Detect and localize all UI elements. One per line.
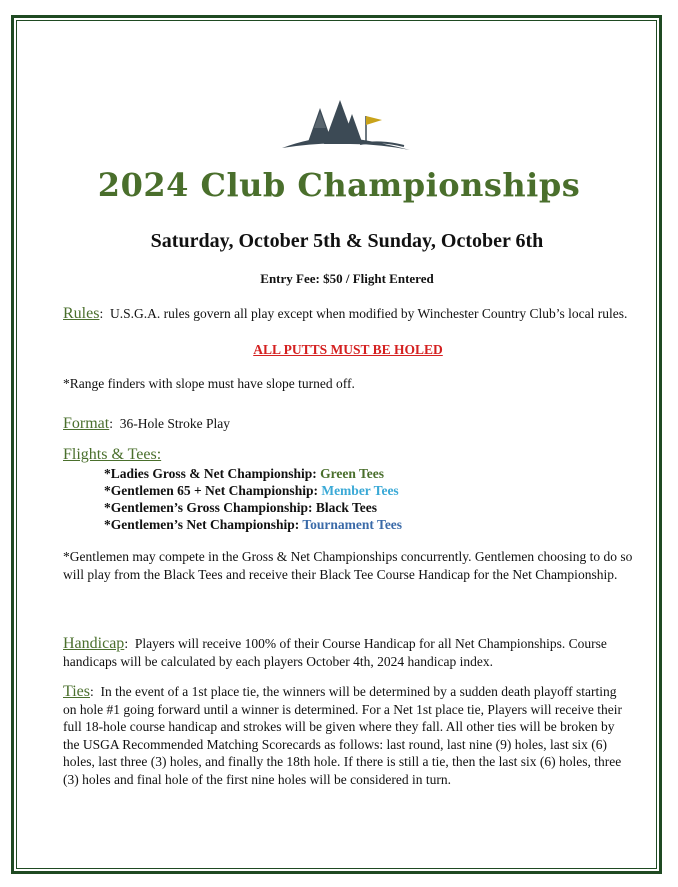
handicap-section: Handicap: Players will receive 100% of their Course Handicap for all Net Championships. Course handicaps will be calculated by each players October 4th, 2024 handicap index. bbox=[63, 635, 607, 669]
flight-tees: Tournament Tees bbox=[302, 517, 403, 532]
flight-tees: Black Tees bbox=[315, 500, 378, 515]
putts-notice: ALL PUTTS MUST BE HOLED bbox=[253, 342, 443, 357]
flight-label: *Gentlemen’s Net Championship: bbox=[104, 517, 300, 532]
flight-item bbox=[104, 482, 402, 499]
event-dates: Saturday, October 5th & Sunday, October 6th bbox=[150, 230, 544, 252]
rules-section: Rules: U.S.G.A. rules govern all play except when modified by Winchester Country Club’s local rules. bbox=[63, 305, 628, 322]
flight-tees: Green Tees bbox=[320, 466, 385, 481]
flight-label: *Gentlemen’s Gross Championship: bbox=[104, 500, 313, 515]
rules-heading: Rules bbox=[63, 305, 100, 322]
flight-item bbox=[104, 499, 402, 516]
page-title: 2024 Club Championships bbox=[97, 166, 581, 204]
handicap-text: Players will receive 100% of their Course Handicap for all Net Championships. Course handicaps will be calculated by each players October 4th, 2024 handicap index. bbox=[63, 636, 607, 669]
ties-text: In the event of a 1st place tie, the winners will be determined by a sudden death playoff starting on hole #1 going forward until a winner is determined. For a Net 1st place tie, Players will receive their full 18-hole course handicap and strokes will be given where they fall. All other ties will be broken by the USGA Recommended Matching Scorecards as follows: last round, last nine (9) holes, last six (6) holes, last three (3) holes, and finally the 18th hole. If there is still a tie, then the last six (6) holes, three (3) holes and final hole of the first nine holes will be considered in turn. bbox=[63, 684, 622, 787]
rules-text: U.S.G.A. rules govern all play except when modified by Winchester Country Club’s local rules. bbox=[109, 306, 628, 321]
flight-label: *Ladies Gross & Net Championship: bbox=[104, 466, 317, 481]
flight-tees: Member Tees bbox=[321, 483, 399, 498]
flights-list bbox=[104, 465, 402, 533]
format-text: 36-Hole Stroke Play bbox=[119, 416, 230, 431]
concurrent-note: *Gentlemen may compete in the Gross & Net Championships concurrently. Gentlemen choosing to do so will play from the Black Tees and receive their Black Tee Course Handicap for the Net Championship. bbox=[63, 549, 633, 582]
pine-trees-flag-logo bbox=[280, 98, 412, 156]
range-finder-note: *Range finders with slope must have slope turned off. bbox=[63, 376, 355, 391]
format-heading: Format bbox=[63, 415, 110, 432]
flights-heading: Flights & Tees: bbox=[63, 446, 162, 463]
flight-item bbox=[104, 465, 402, 482]
flight-item bbox=[104, 516, 402, 533]
ties-section: Ties: In the event of a 1st place tie, the winners will be determined by a sudden death playoff starting on hole #1 going forward until a winner is determined. For a Net 1st place tie, Players will receive their full 18-hole course handicap and strokes will be given where they fall. All other ties will be broken by the USGA Recommended Matching Scorecards as follows: last round, last nine (9) holes, last six (6) holes, last three (3) holes, and finally the 18th hole. If there is still a tie, then the last six (6) holes, three (3) holes and final hole of the first nine holes will be considered in turn. bbox=[63, 683, 622, 787]
flight-label: *Gentlemen 65 + Net Championship: bbox=[104, 483, 318, 498]
flights-section bbox=[63, 446, 633, 464]
entry-fee: Entry Fee: $50 / Flight Entered bbox=[260, 271, 434, 286]
handicap-heading: Handicap bbox=[63, 635, 125, 652]
format-section: Format: 36-Hole Stroke Play bbox=[63, 415, 230, 432]
ties-heading: Ties bbox=[63, 683, 90, 700]
